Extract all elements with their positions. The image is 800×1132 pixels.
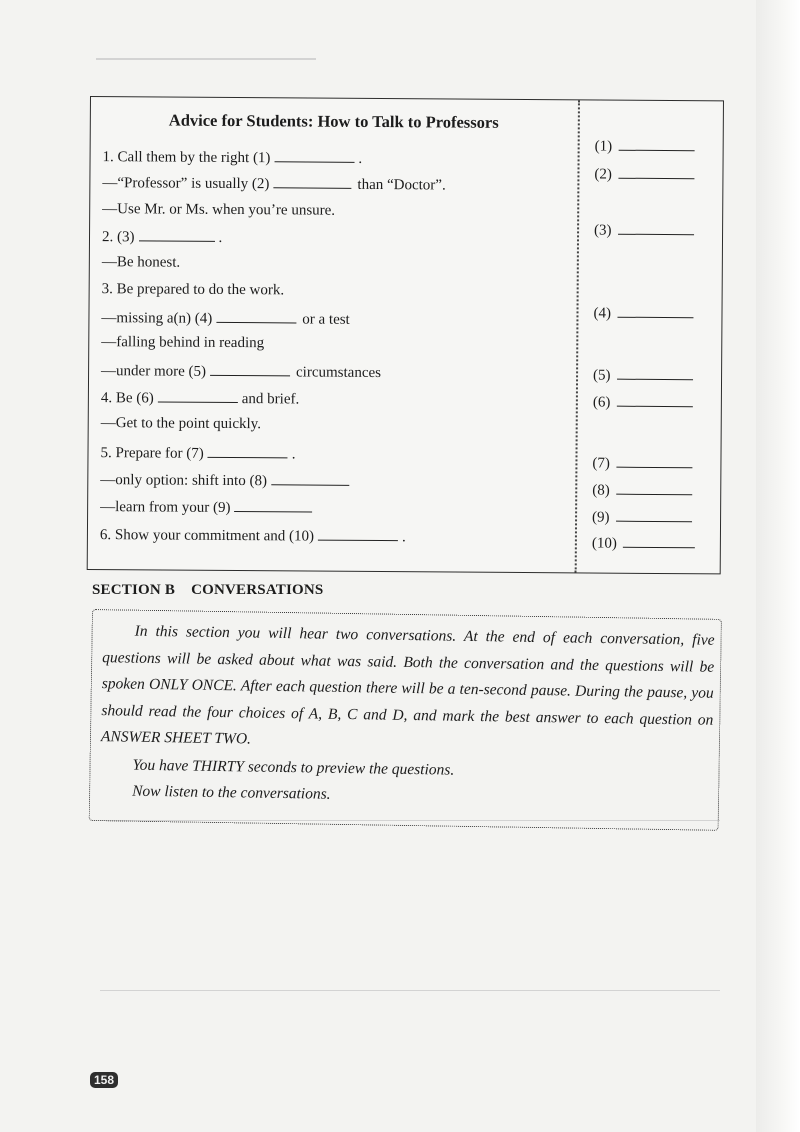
note-line-4: 2. (3) .: [101, 229, 223, 246]
box-title: Advice for Students: How to Talk to Professors: [168, 110, 499, 132]
blank-8[interactable]: [271, 471, 349, 486]
section-label: SECTION B: [92, 582, 176, 598]
note-line-3: —Use Mr. or Ms. when you’re unsure.: [102, 201, 336, 219]
answer-slot-6[interactable]: (6): [593, 393, 697, 413]
answer-slot-4[interactable]: (4): [593, 304, 697, 324]
note-line-11: —Get to the point quickly.: [100, 415, 262, 433]
blank-3[interactable]: [138, 227, 214, 242]
note-line-2: —“Professor” is usually (2) than “Doctor”.: [102, 175, 446, 194]
blank-9[interactable]: [234, 498, 312, 513]
listen-instruction: Now listen to the conversations.: [132, 782, 331, 803]
answer-slot-7[interactable]: (7): [592, 454, 696, 474]
blank-1[interactable]: [274, 148, 354, 163]
answer-slot-10[interactable]: (10): [592, 534, 699, 554]
section-heading: [92, 582, 339, 599]
answer-slot-8[interactable]: (8): [592, 481, 696, 501]
note-line-5: —Be honest.: [101, 254, 181, 271]
notes-box: [87, 96, 724, 574]
note-line-8: —falling behind in reading: [101, 334, 265, 352]
answer-slot-5[interactable]: (5): [593, 366, 697, 386]
header-bleed: [96, 58, 316, 60]
answer-slot-2[interactable]: (2): [594, 165, 698, 185]
note-line-15: 6. Show your commitment and (10) .: [99, 527, 406, 546]
column-divider: [575, 100, 580, 572]
note-line-7: —missing a(n) (4) or a test: [101, 310, 350, 328]
answer-slot-9[interactable]: (9): [592, 508, 696, 528]
note-line-14: —learn from your (9): [100, 497, 317, 518]
instructions-box: [89, 609, 722, 831]
instructions-paragraph: In this section you will hear two conversations. At the end of each conversation, five questions will be asked about what was said. Both the conversation and the questions will be spoken ONLY ONCE. After each question there will be a ten-second pause. During the pause, you should read the four choices of A, B, C and D, and mark the best answer to each question on ANSWER SHEET TWO.: [100, 622, 715, 748]
note-line-6: 3. Be prepared to do the work.: [101, 281, 285, 299]
blank-5[interactable]: [210, 362, 290, 377]
note-line-1: 1. Call them by the right (1) .: [102, 149, 363, 167]
blank-6[interactable]: [158, 388, 238, 403]
note-line-12: 5. Prepare for (7) .: [100, 445, 296, 463]
blank-10[interactable]: [318, 527, 398, 542]
note-line-13: —only option: shift into (8): [100, 470, 353, 491]
answer-slot-3[interactable]: (3): [594, 221, 698, 241]
note-line-9: —under more (5) circumstances: [101, 363, 382, 382]
blank-4[interactable]: [216, 309, 296, 324]
blank-2[interactable]: [273, 174, 351, 189]
page-number: 158: [90, 1072, 118, 1088]
page-edge-shadow: [756, 0, 800, 1132]
blank-7[interactable]: [208, 444, 288, 459]
section-title: CONVERSATIONS: [191, 582, 324, 598]
note-line-10: 4. Be (6) and brief.: [100, 390, 300, 408]
answer-slot-1[interactable]: (1): [595, 137, 699, 157]
bleed-rule: [100, 990, 720, 991]
preview-instruction: You have THIRTY seconds to preview the questions.: [132, 756, 455, 779]
